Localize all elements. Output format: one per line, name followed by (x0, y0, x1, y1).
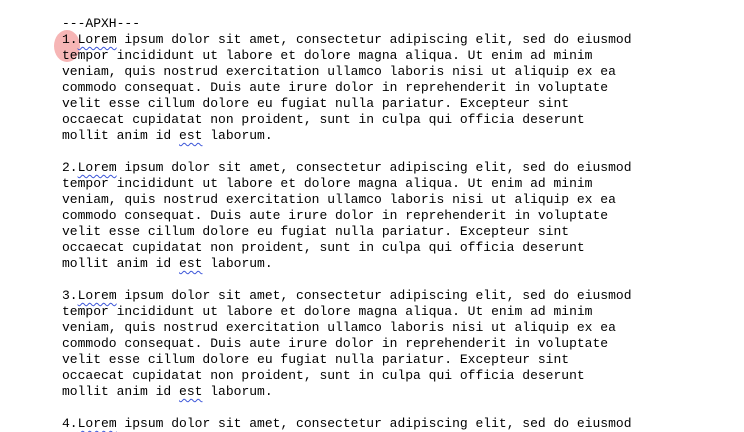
line-text: ipsum dolor sit amet, consectetur adipiscing elit, sed do eiusmod (116, 288, 632, 303)
line-text: ipsum dolor sit amet, consectetur adipiscing elit, sed do eiusmod (116, 32, 632, 47)
line-text: occaecat cupidatat non proident, sunt in culpa qui officia deserunt (62, 240, 585, 255)
line-text: commodo consequat. Duis aute irure dolor in reprehenderit in voluptate (62, 80, 609, 95)
paragraph[interactable] (62, 288, 632, 400)
spellcheck-word[interactable]: Lorem (77, 160, 117, 175)
paragraph-first-line (62, 160, 632, 176)
paragraph-first-line (62, 416, 632, 432)
line-text: velit esse cillum dolore eu fugiat nulla pariatur. Excepteur sint (62, 224, 570, 239)
line-text: mollit anim id (62, 128, 180, 143)
paragraph-number: 4. (62, 416, 78, 431)
spellcheck-word[interactable]: est (179, 384, 203, 399)
blank-line (62, 144, 632, 160)
line-text: laborum. (202, 128, 273, 143)
line-text: commodo consequat. Duis aute irure dolor in reprehenderit in voluptate (62, 208, 609, 223)
paragraph-number: 3. (62, 288, 78, 303)
spellcheck-word[interactable]: est (179, 256, 203, 271)
paragraph-first-line (62, 288, 632, 304)
paragraph-last-line (62, 384, 632, 400)
paragraph-number: 2. (62, 160, 78, 175)
line-text: velit esse cillum dolore eu fugiat nulla pariatur. Excepteur sint (62, 352, 570, 367)
line-text: commodo consequat. Duis aute irure dolor in reprehenderit in voluptate (62, 336, 609, 351)
paragraph[interactable] (62, 160, 632, 272)
spellcheck-word[interactable]: Lorem (77, 416, 117, 431)
spellcheck-word[interactable]: Lorem (77, 288, 117, 303)
document-header: ---APXH--- (62, 16, 141, 31)
paragraph[interactable] (62, 416, 632, 432)
paragraph-first-line (62, 32, 632, 48)
line-text: velit esse cillum dolore eu fugiat nulla pariatur. Excepteur sint (62, 96, 570, 111)
line-text: veniam, quis nostrud exercitation ullamco laboris nisi ut aliquip ex ea (62, 320, 616, 335)
line-text: veniam, quis nostrud exercitation ullamco laboris nisi ut aliquip ex ea (62, 192, 616, 207)
blank-line (62, 272, 632, 288)
line-text: ipsum dolor sit amet, consectetur adipiscing elit, sed do eiusmod (116, 416, 632, 431)
line-text: tempor incididunt ut labore et dolore magna aliqua. Ut enim ad minim (62, 176, 593, 191)
line-text: tempor incididunt ut labore et dolore magna aliqua. Ut enim ad minim (62, 304, 593, 319)
spellcheck-word[interactable]: est (179, 128, 203, 143)
blank-line (62, 400, 632, 416)
paragraph-last-line (62, 128, 632, 144)
line-text: occaecat cupidatat non proident, sunt in culpa qui officia deserunt (62, 112, 585, 127)
line-text: occaecat cupidatat non proident, sunt in culpa qui officia deserunt (62, 368, 585, 383)
line-text: tempor incididunt ut labore et dolore magna aliqua. Ut enim ad minim (62, 48, 593, 63)
spellcheck-word[interactable]: Lorem (77, 32, 117, 47)
line-text: mollit anim id (62, 256, 180, 271)
line-text: mollit anim id (62, 384, 180, 399)
line-text: veniam, quis nostrud exercitation ullamco laboris nisi ut aliquip ex ea (62, 64, 616, 79)
paragraph[interactable] (62, 32, 632, 144)
line-text: laborum. (202, 256, 273, 271)
line-text: ipsum dolor sit amet, consectetur adipiscing elit, sed do eiusmod (116, 160, 632, 175)
line-text: laborum. (202, 384, 273, 399)
document-body[interactable] (62, 16, 632, 432)
paragraph-last-line (62, 256, 632, 272)
paragraph-number: 1. (62, 32, 78, 47)
